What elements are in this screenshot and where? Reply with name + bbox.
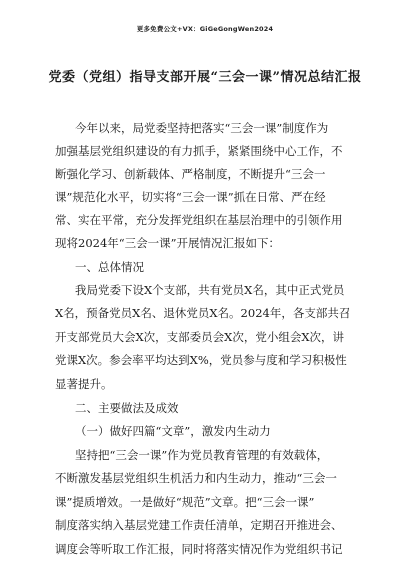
document-title: 党委（党组）指导支部开展“三会一课”情况总结汇报 bbox=[48, 70, 362, 85]
page-header: 更多免费公文+VX：GiGeGongWen2024 bbox=[136, 25, 274, 33]
